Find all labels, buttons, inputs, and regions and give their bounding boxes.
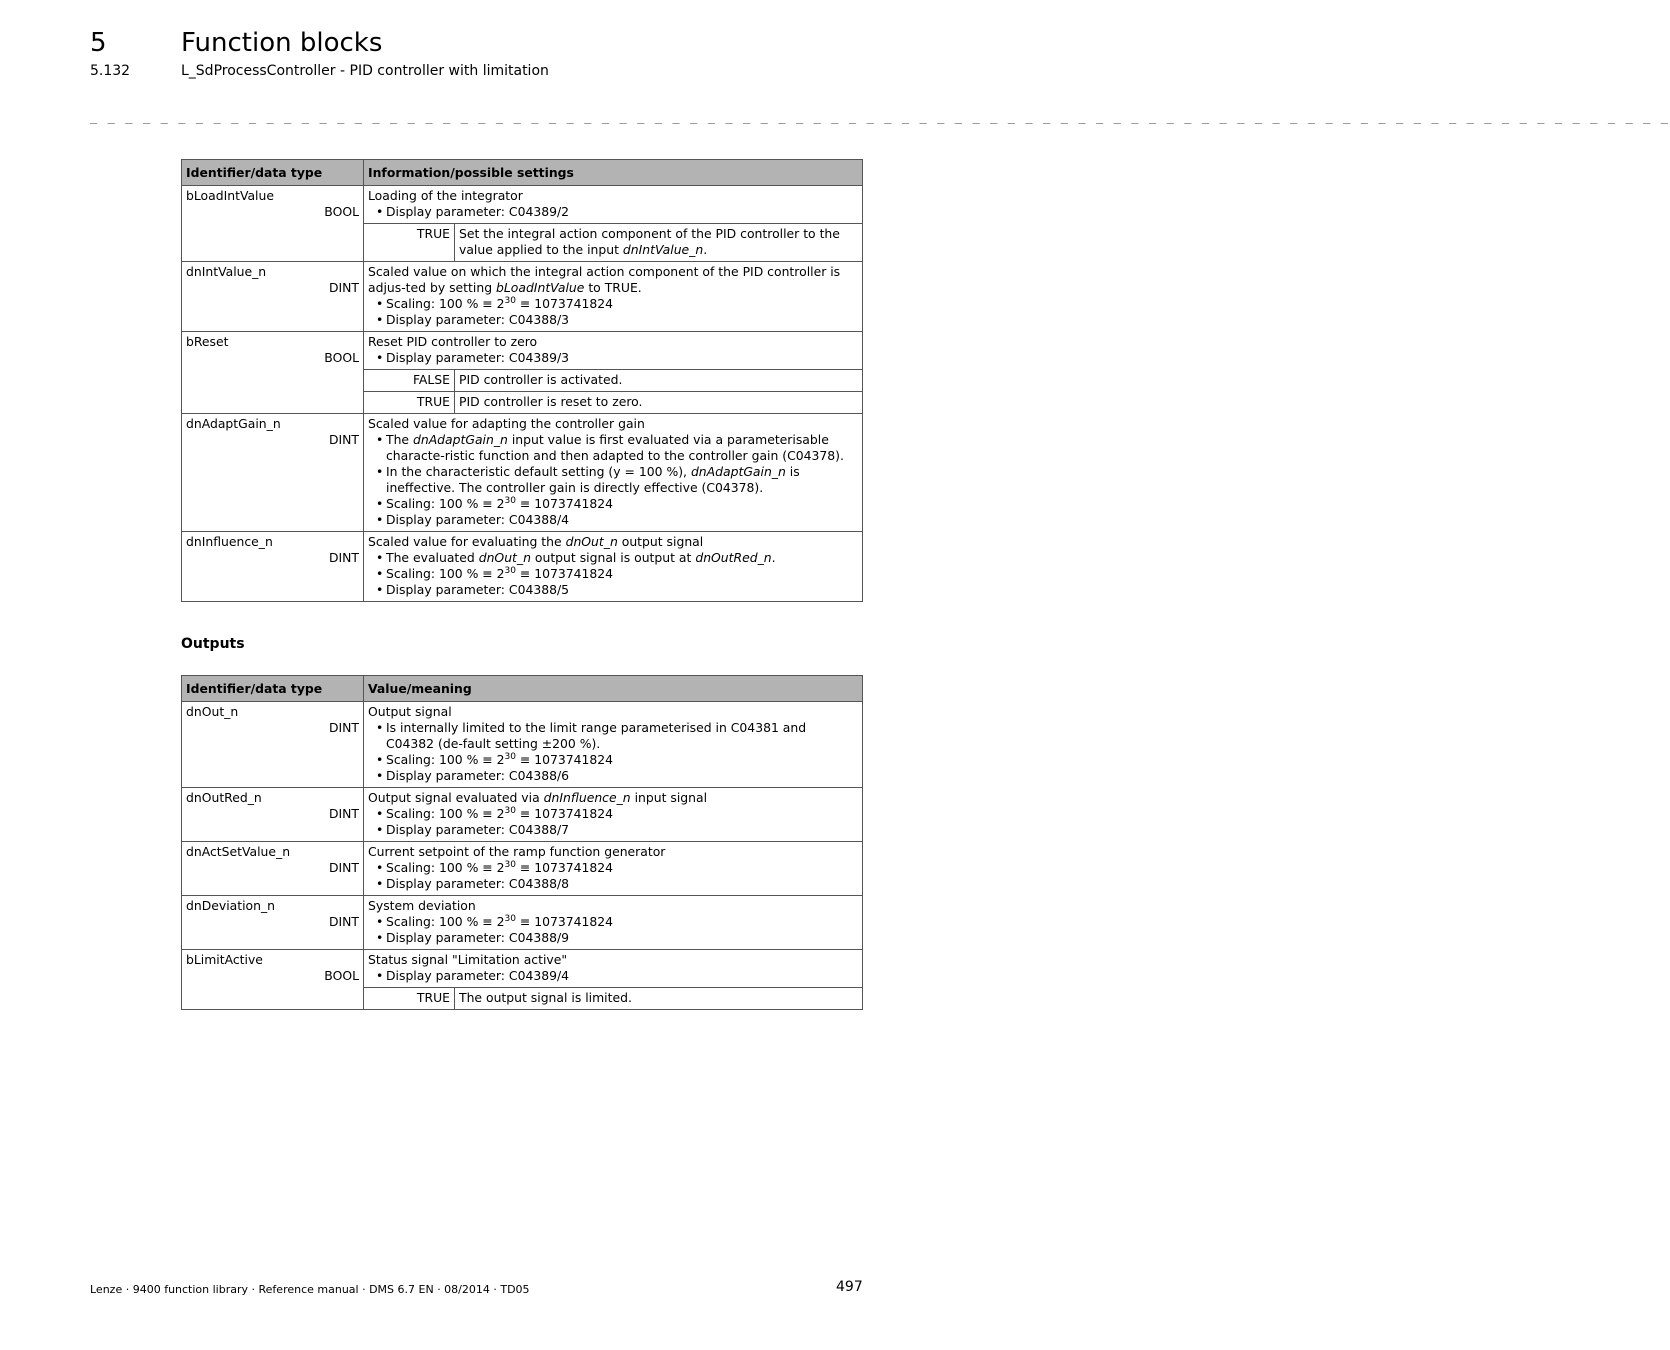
table-row	[182, 896, 863, 950]
table-row	[182, 414, 863, 532]
list-item: • Scaling: 100 % ≡ $2^{30} \equiv 1073741824$	[372, 496, 858, 512]
table-row	[182, 186, 863, 262]
identifier-cell	[182, 842, 364, 896]
identifier: dnOut_n	[186, 704, 239, 719]
info-cell	[364, 896, 863, 950]
identifier-cell	[182, 262, 364, 332]
table-row	[182, 332, 863, 414]
identifier-cell	[182, 186, 364, 262]
data-type: BOOL	[324, 968, 359, 983]
identifier: dnInfluence_n	[186, 534, 273, 549]
identifier-cell	[182, 332, 364, 414]
value-options	[364, 987, 862, 1009]
data-type: DINT	[328, 720, 359, 735]
data-type: BOOL	[324, 350, 359, 365]
section-number: 5.132	[90, 63, 131, 79]
option-key: TRUE	[364, 392, 455, 414]
description: Output signal	[368, 704, 452, 719]
column-header: Value/meaning	[364, 676, 863, 702]
list-item: • Display parameter: C04389/4	[372, 968, 858, 984]
chapter-number: 5	[90, 28, 107, 58]
info-cell	[364, 950, 863, 1010]
list-item: • Is internally limited to the limit range parameterised in C04381 and C04382 (de-fault setting ±200 %).	[372, 720, 858, 752]
list-item: • Scaling: 100 % ≡ $2^{30} \equiv 1073741824$	[372, 296, 858, 312]
identifier: dnOutRed_n	[186, 790, 262, 805]
list-item: • Display parameter: C04388/7	[372, 822, 858, 838]
description: Scaled value for adapting the controller gain	[368, 416, 645, 431]
value-options	[364, 223, 862, 261]
inputs-table	[181, 159, 863, 602]
data-type: DINT	[328, 280, 359, 295]
data-type: DINT	[328, 432, 359, 447]
identifier-cell	[182, 414, 364, 532]
section-title: L_SdProcessController - PID controller with limitation	[181, 63, 549, 79]
description: Scaled value for evaluating the dnOut_n output signal	[368, 534, 704, 549]
identifier-cell	[182, 950, 364, 1010]
list-item: • Scaling: 100 % ≡ $2^{30} \equiv 1073741824$	[372, 806, 858, 822]
info-cell	[364, 702, 863, 788]
table-row	[182, 842, 863, 896]
option-text: PID controller is reset to zero.	[455, 392, 863, 414]
list-item: • The dnAdaptGain_n input value is first evaluated via a parameterisable characte-ristic function and then adapted to the controller gain (C04378).	[372, 432, 858, 464]
info-cell	[364, 414, 863, 532]
option-text: Set the integral action component of the PID controller to the value applied to the input dnIntValue_n.	[455, 224, 863, 262]
identifier: dnDeviation_n	[186, 898, 276, 913]
description: System deviation	[368, 898, 476, 913]
list-item: • Display parameter: C04388/5	[372, 582, 858, 598]
outputs-table	[181, 675, 863, 1010]
table-row	[182, 262, 863, 332]
column-header: Identifier/data type	[182, 676, 364, 702]
option-key: TRUE	[364, 224, 455, 262]
identifier: dnAdaptGain_n	[186, 416, 281, 431]
identifier-cell	[182, 532, 364, 602]
info-cell	[364, 788, 863, 842]
data-type: DINT	[328, 914, 359, 929]
info-cell	[364, 532, 863, 602]
column-header: Identifier/data type	[182, 160, 364, 186]
table-row	[182, 950, 863, 1010]
data-type: DINT	[328, 550, 359, 565]
table-header-row	[182, 676, 863, 702]
footer-document-info: Lenze · 9400 function library · Reference manual · DMS 6.7 EN · 08/2014 · TD05	[90, 1283, 530, 1296]
list-item: • Display parameter: C04388/9	[372, 930, 858, 946]
option-text: The output signal is limited.	[455, 988, 863, 1010]
description: Reset PID controller to zero	[368, 334, 538, 349]
list-item: • In the characteristic default setting (y = 100 %), dnAdaptGain_n is ineffective. The controller gain is directly effective (C04378).	[372, 464, 858, 496]
list-item: • Scaling: 100 % ≡ $2^{30} \equiv 1073741824$	[372, 752, 858, 768]
column-header: Information/possible settings	[364, 160, 863, 186]
chapter-title: Function blocks	[181, 28, 383, 58]
list-item: • Scaling: 100 % ≡ $2^{30} \equiv 1073741824$	[372, 914, 858, 930]
description: Status signal "Limitation active"	[368, 952, 568, 967]
data-type: DINT	[328, 860, 359, 875]
list-item: • Display parameter: C04388/6	[372, 768, 858, 784]
header-dash-divider: _ _ _ _ _ _ _ _ _ _ _ _ _ _ _ _ _ _ _ _ _ _ _ _ _ _ _ _ _ _ _ _ _ _ _ _ _ _ _ _ _ _ _ _ _ _ _ _ _ _ _ _ _ _ _ _ _ _ _ _ _ _ _ _ _ _ _ _ _ _ _ _ _ _ _ _ _ _ _ _ _ _ _ _ _ _ _ _ _ _	[90, 110, 1670, 124]
info-cell	[364, 332, 863, 414]
list-item: • Display parameter: C04389/3	[372, 350, 858, 366]
identifier: dnActSetValue_n	[186, 844, 291, 859]
info-cell	[364, 842, 863, 896]
identifier: bLoadIntValue	[186, 188, 274, 203]
list-item: • The evaluated dnOut_n output signal is output at dnOutRed_n.	[372, 550, 858, 566]
info-cell	[364, 262, 863, 332]
description: Scaled value on which the integral action component of the PID controller is adjus-ted by setting bLoadIntValue to TRUE.	[368, 264, 841, 295]
list-item: • Scaling: 100 % ≡ $2^{30} \equiv 1073741824$	[372, 860, 858, 876]
table-row	[182, 702, 863, 788]
identifier: bReset	[186, 334, 229, 349]
description: Output signal evaluated via dnInfluence_n input signal	[368, 790, 708, 805]
list-item: • Display parameter: C04388/3	[372, 312, 858, 328]
identifier-cell	[182, 702, 364, 788]
list-item: • Display parameter: C04388/4	[372, 512, 858, 528]
option-key: TRUE	[364, 988, 455, 1010]
list-item: • Display parameter: C04388/8	[372, 876, 858, 892]
description: Current setpoint of the ramp function generator	[368, 844, 666, 859]
identifier-cell	[182, 788, 364, 842]
description: Loading of the integrator	[368, 188, 523, 203]
list-item: • Display parameter: C04389/2	[372, 204, 858, 220]
table-header-row	[182, 160, 863, 186]
identifier: bLimitActive	[186, 952, 263, 967]
option-key: FALSE	[364, 370, 455, 392]
table-row	[182, 788, 863, 842]
identifier-cell	[182, 896, 364, 950]
value-options	[364, 369, 862, 413]
info-cell	[364, 186, 863, 262]
page-number: 497	[836, 1279, 863, 1295]
outputs-heading: Outputs	[181, 636, 245, 652]
option-text: PID controller is activated.	[455, 370, 863, 392]
list-item: • Scaling: 100 % ≡ $2^{30} \equiv 1073741824$	[372, 566, 858, 582]
identifier: dnIntValue_n	[186, 264, 267, 279]
data-type: BOOL	[324, 204, 359, 219]
table-row	[182, 532, 863, 602]
data-type: DINT	[328, 806, 359, 821]
